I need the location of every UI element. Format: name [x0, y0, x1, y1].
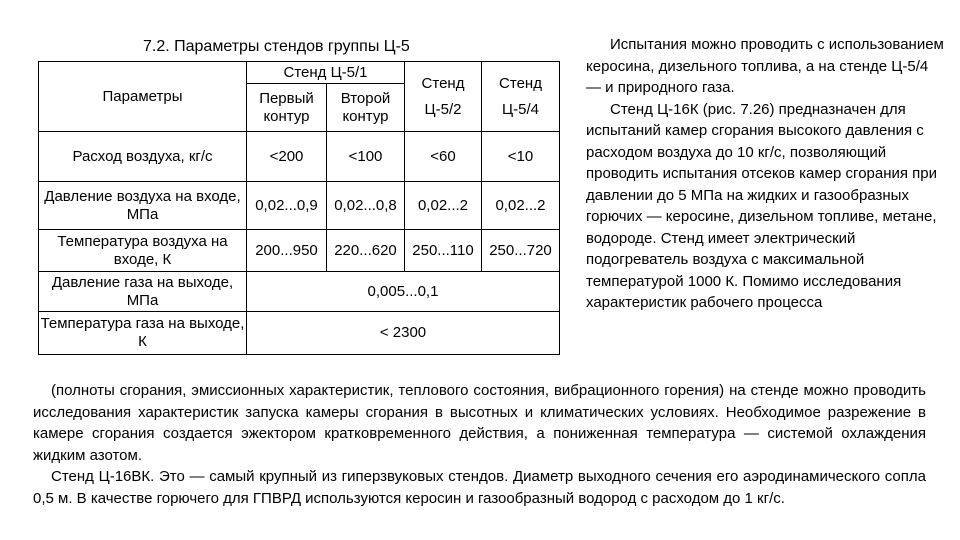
table-row — [39, 182, 560, 230]
cell-value: 200...950 — [247, 230, 327, 272]
header-parameters: Параметры — [39, 62, 247, 132]
paragraph: Стенд Ц-16К (рис. 7.26) предназначен для испытаний камер сгорания высокого давления с расходом воздуха до 10 кг/с, позволяющий проводить испытания отсеков камер сгорания при давлении до 5 МПа на жидких и газообразных горючих — керосине, дизельном топливе, метане, водороде. Стенд имеет электрический подогреватель воздуха с максимальной температурой 1000 К. Помимо исследования характеристик рабочего процесса — [586, 100, 938, 311]
header-stend-c5-2 — [405, 62, 482, 132]
paragraph: (полноты сгорания, эмиссионных характеристик, теплового состояния, вибрационного горения) на стенде можно проводить исследования характеристик запуска камеры сгорания в высотных и климатических условиях. Необходимое разрежение в камере сгорания создается эжектором кратковременного действия, а пониженная температура — системой охлаждения жидким азотом. — [33, 382, 926, 464]
row-label: Давление воздуха на входе, МПа — [39, 182, 247, 230]
merged-value: 0,005...0,1 — [247, 272, 560, 312]
cell-value: <60 — [405, 132, 482, 182]
table-row — [39, 230, 560, 272]
table-row — [39, 132, 560, 182]
cell-value: <100 — [327, 132, 405, 182]
header-first-contour: Первый контур — [247, 84, 327, 132]
cell-value: 220...620 — [327, 230, 405, 272]
cell-value: 250...720 — [482, 230, 560, 272]
header-stend-c5-2-word: Стенд — [421, 74, 465, 92]
cell-value: <10 — [482, 132, 560, 182]
header-stend-c5-4-code: Ц-5/4 — [502, 100, 539, 118]
right-text-column — [586, 34, 944, 314]
parameters-table — [38, 61, 560, 355]
row-label: Температура воздуха на входе, К — [39, 230, 247, 272]
header-stend-c5-4 — [482, 62, 560, 132]
cell-value: 0,02...0,9 — [247, 182, 327, 230]
merged-value: < 2300 — [247, 312, 560, 355]
paragraph: Испытания можно проводить с использованием керосина, дизельного топлива, а на стенде Ц-5/4 — и природного газа. — [586, 36, 944, 96]
header-stend-c5-2-code: Ц-5/2 — [424, 100, 462, 118]
row-label: Расход воздуха, кг/с — [39, 132, 247, 182]
bottom-text-block — [33, 380, 926, 509]
cell-value: 0,02...2 — [482, 182, 560, 230]
header-stend-c5-1: Стенд Ц-5/1 — [247, 62, 405, 84]
cell-value: <200 — [247, 132, 327, 182]
table-row — [39, 272, 560, 312]
header-stend-c5-4-word: Стенд — [499, 74, 542, 92]
row-label: Давление газа на выходе, МПа — [39, 272, 247, 312]
cell-value: 0,02...0,8 — [327, 182, 405, 230]
table-caption: 7.2. Параметры стендов группы Ц-5 — [143, 38, 410, 55]
cell-value: 0,02...2 — [405, 182, 482, 230]
paragraph: Стенд Ц-16ВК. Это — самый крупный из гиперзвуковых стендов. Диаметр выходного сечения его аэродинамического сопла 0,5 м. В качестве горючего для ГПВРД используются керосин и газообразный водород с расходом до 1 кг/с. — [33, 468, 926, 507]
cell-value: 250...110 — [405, 230, 482, 272]
header-second-contour: Второй контур — [327, 84, 405, 132]
row-label: Температура газа на выходе, К — [39, 312, 247, 355]
table-row — [39, 312, 560, 355]
